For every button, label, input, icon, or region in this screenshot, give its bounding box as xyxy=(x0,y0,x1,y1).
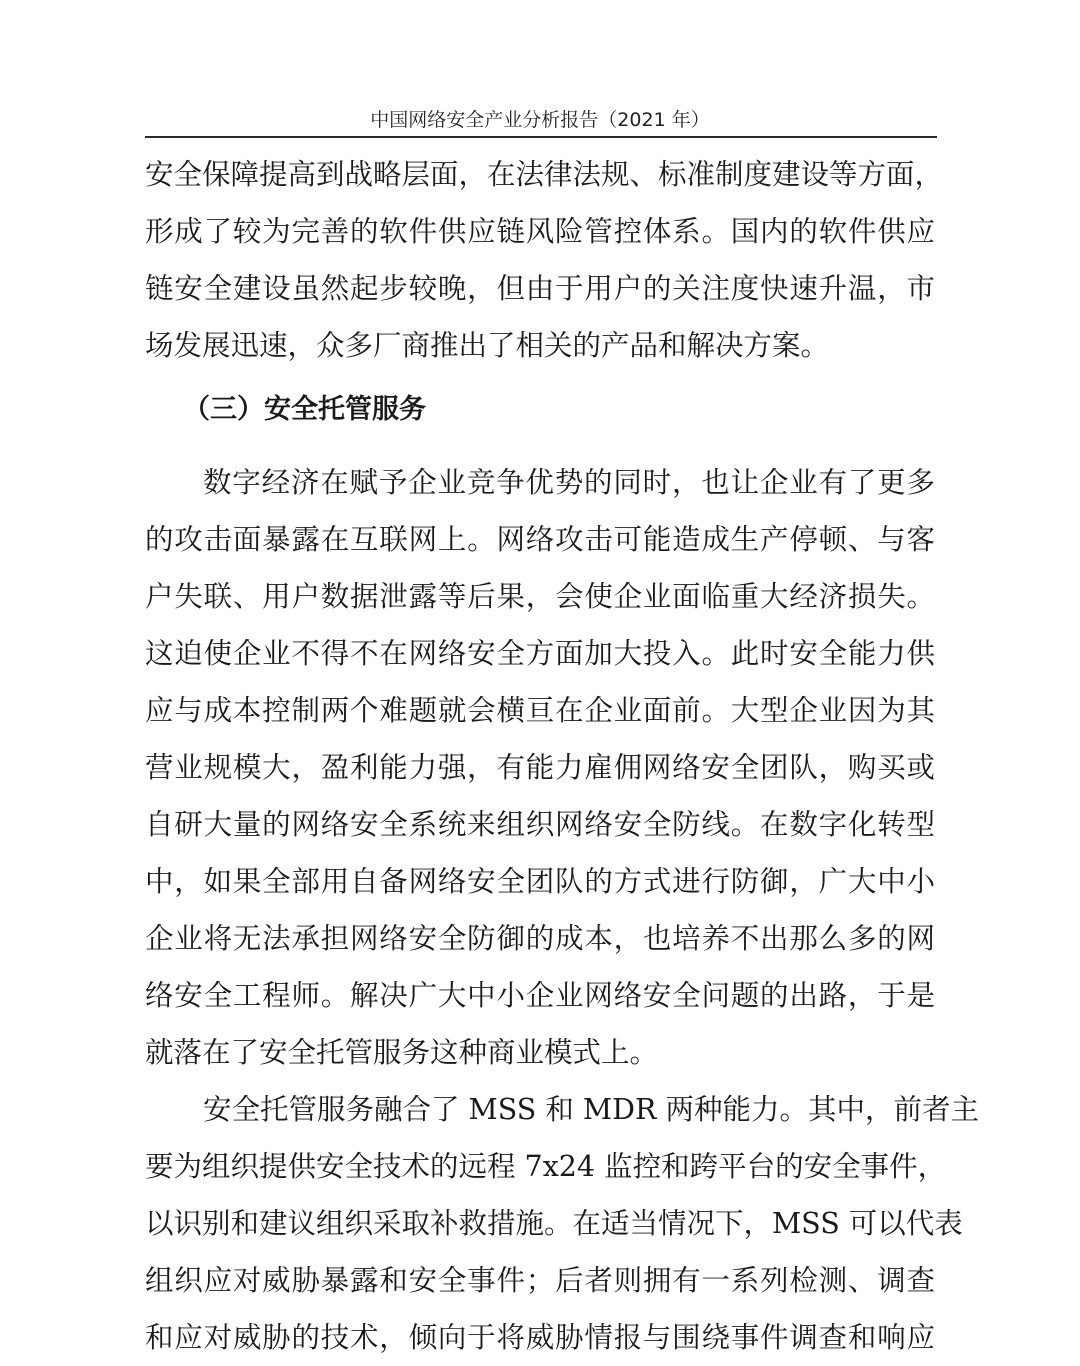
running-header: 中国网络安全产业分析报告（2021 年） xyxy=(370,109,710,131)
text-line: 形成了较为完善的软件供应链风险管控体系。国内的软件供应 xyxy=(145,215,935,248)
text-line: 场发展迅速，众多厂商推出了相关的产品和解决方案。 xyxy=(145,329,830,362)
paragraph xyxy=(145,454,935,1081)
text-line: 组织应对威胁暴露和安全事件；后者则拥有一系列检测、调查 xyxy=(145,1264,935,1297)
text-line: 自研大量的网络安全系统来组织网络安全防线。在数字化转型 xyxy=(145,808,935,841)
text-line: 中，如果全部用自备网络安全团队的方式进行防御，广大中小 xyxy=(145,865,935,898)
text-line: 数字经济在赋予企业竞争优势的同时，也让企业有了更多 xyxy=(203,466,935,499)
header-rule xyxy=(145,136,937,138)
text-line: 要为组织提供安全技术的远程 7x24 监控和跨平台的安全事件， xyxy=(145,1150,947,1183)
text-line: 链安全建设虽然起步较晚，但由于用户的关注度快速升温，市 xyxy=(145,272,935,305)
body-text xyxy=(145,146,979,1366)
text-line: 络安全工程师。解决广大中小企业网络安全问题的出路，于是 xyxy=(145,979,935,1012)
paragraph xyxy=(145,1081,979,1366)
text-line: 就落在了安全托管服务这种商业模式上。 xyxy=(145,1036,659,1069)
spacer xyxy=(145,446,935,454)
text-line: 的攻击面暴露在互联网上。网络攻击可能造成生产停顿、与客 xyxy=(145,523,935,556)
text-line: 安全托管服务融合了 MSS 和 MDR 两种能力。其中，前者主 xyxy=(203,1093,979,1126)
section-heading: （三）安全托管服务 xyxy=(183,394,426,425)
text-line: 营业规模大，盈利能力强，有能力雇佣网络安全团队，购买或 xyxy=(145,751,935,784)
paragraph xyxy=(145,146,944,374)
text-line: 安全保障提高到战略层面，在法律法规、标准制度建设等方面， xyxy=(145,158,944,191)
text-line: 和应对威胁的技术，倾向于将威胁情报与围绕事件调查和响应 xyxy=(145,1321,935,1354)
text-line: 企业将无法承担网络安全防御的成本，也培养不出那么多的网 xyxy=(145,922,935,955)
text-line: 以识别和建议组织采取补救措施。在适当情况下，MSS 可以代表 xyxy=(145,1207,963,1240)
text-line: 应与成本控制两个难题就会横亘在企业面前。大型企业因为其 xyxy=(145,694,935,727)
text-line: 这迫使企业不得不在网络安全方面加大投入。此时安全能力供 xyxy=(145,637,935,670)
text-line: 户失联、用户数据泄露等后果，会使企业面临重大经济损失。 xyxy=(145,580,935,613)
